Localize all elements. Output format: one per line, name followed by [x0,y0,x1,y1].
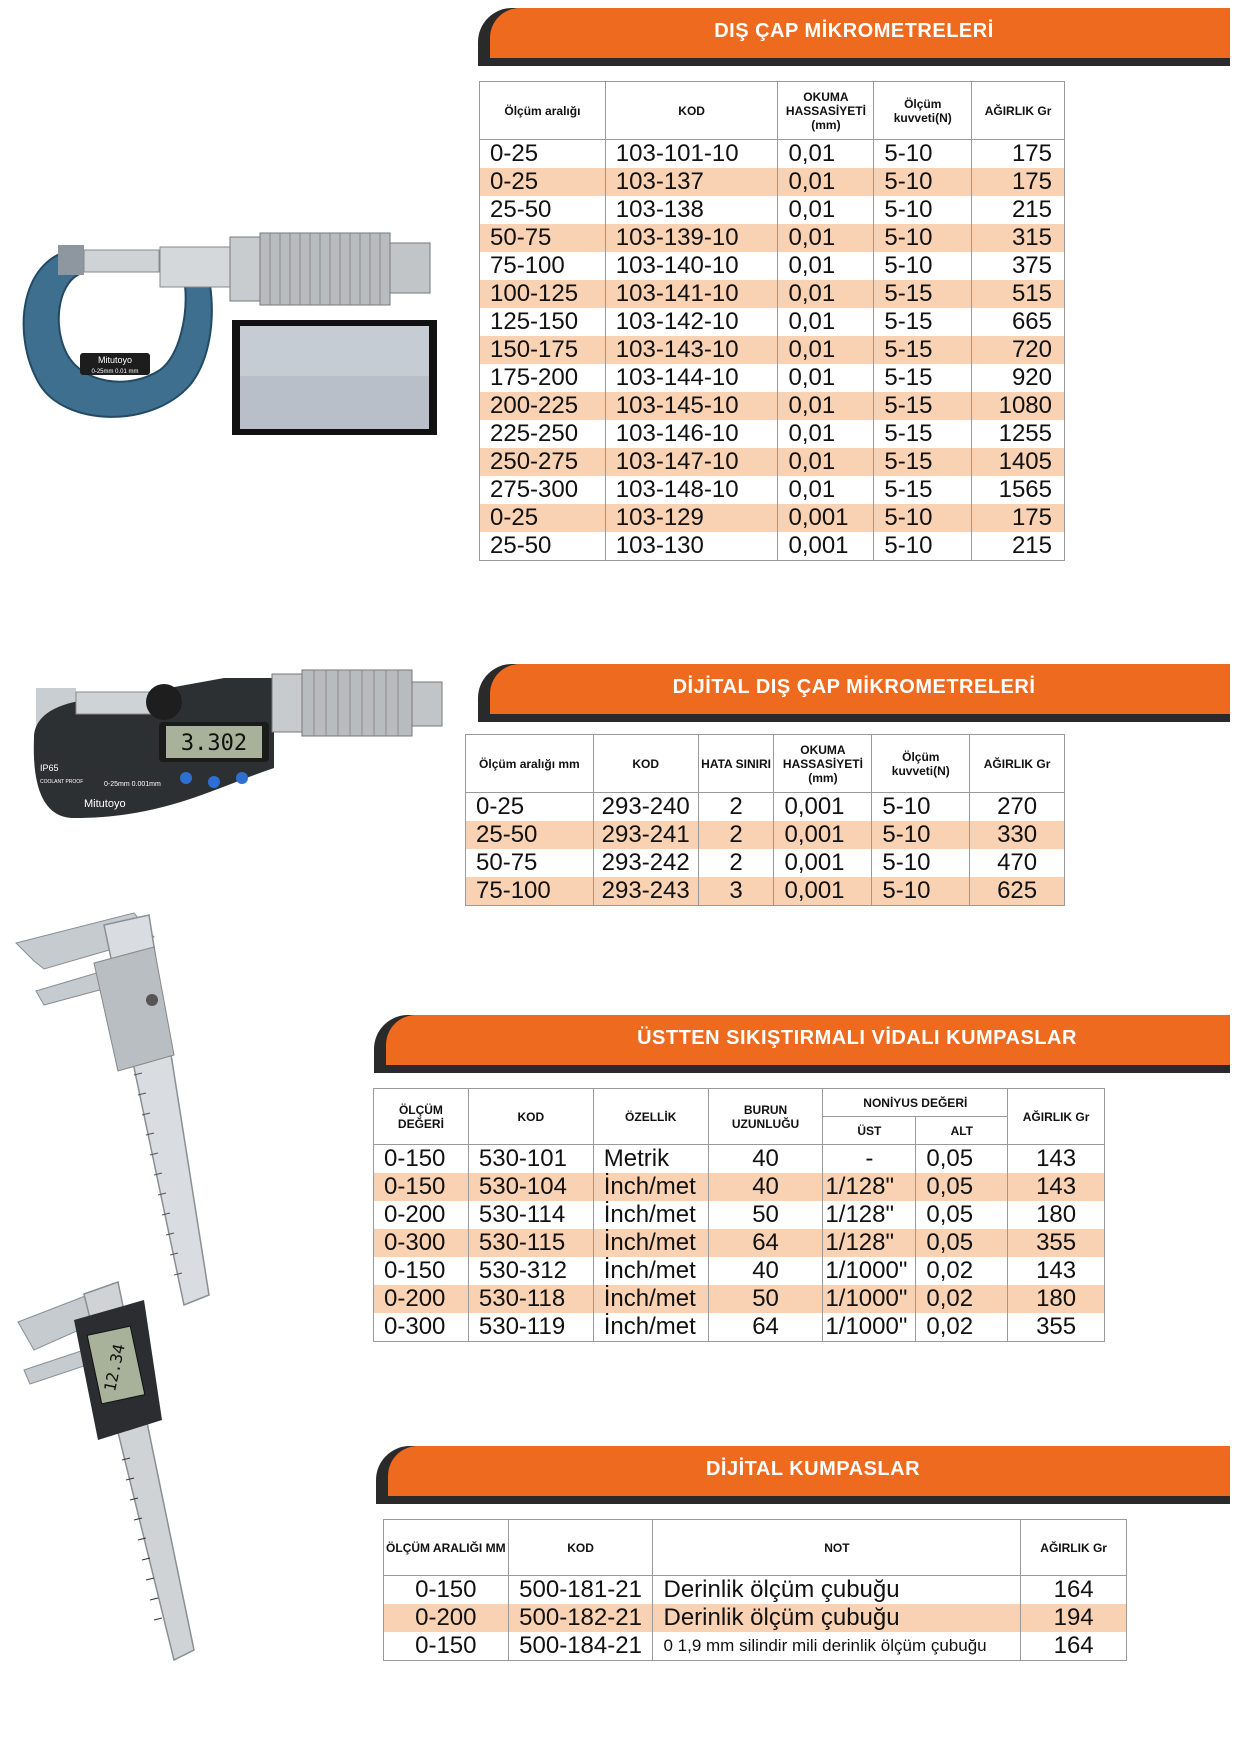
table-row [480,364,1065,392]
table-cell: 0,01 [778,420,874,448]
table-cell: 0,05 [916,1173,1008,1201]
table-cell: 175-200 [480,364,606,392]
table-cell: 3 [698,877,774,906]
table-cell: 0-25 [466,793,594,822]
table-cell: 143 [1008,1257,1105,1285]
table-cell: 25-50 [480,196,606,224]
digital-micrometer-photo [14,668,454,838]
table-cell: 40 [708,1145,823,1174]
table-cell: 64 [708,1229,823,1257]
table-cell: 1/128" [823,1201,916,1229]
micrometer-photo [10,225,445,440]
table-cell: 293-243 [593,877,698,906]
table-cell: 103-140-10 [605,252,778,280]
table-cell: 103-146-10 [605,420,778,448]
table-cell: 2 [698,849,774,877]
table-cell: 103-148-10 [605,476,778,504]
table-cell: 0,01 [778,448,874,476]
table-cell: 2 [698,821,774,849]
table-cell: 515 [972,280,1065,308]
digital-micrometer-table [465,734,1065,906]
table-cell: 50-75 [466,849,594,877]
table-cell: 164 [1021,1576,1127,1605]
table-cell: 50 [708,1285,823,1313]
micrometer-brand: Mitutoyo [97,355,133,365]
table-cell: 5-10 [874,252,972,280]
table-cell: İnch/met [593,1257,708,1285]
header-upper: ÜST [823,1117,916,1145]
table-cell: 0,05 [916,1201,1008,1229]
section-title: DIŞ ÇAP MİKROMETRELERİ [714,20,994,42]
table-row [480,140,1065,169]
table-cell: 75-100 [466,877,594,906]
table-cell: 0-200 [374,1285,469,1313]
table-cell: 5-15 [874,280,972,308]
digital-caliper-photo [14,1280,214,1680]
table-cell: 5-10 [872,877,970,906]
table-row [374,1257,1105,1285]
header-code: KOD [605,82,778,140]
table-cell: 40 [708,1173,823,1201]
caliper-lcd-readout: 12.34 [100,1342,129,1394]
table-cell: 100-125 [480,280,606,308]
table-cell: 1080 [972,392,1065,420]
coolant-label: COOLANT PROOF [40,779,84,785]
header-code: KOD [508,1520,653,1576]
table-cell: 0-150 [374,1257,469,1285]
table-cell: 103-141-10 [605,280,778,308]
header-force: Ölçüm kuvveti(N) [874,82,972,140]
table-row [374,1145,1105,1174]
table-cell: 5-15 [874,364,972,392]
table-cell: 355 [1008,1229,1105,1257]
header-range: Ölçüm aralığı mm [466,735,594,793]
header-error: HATA SINIRI [698,735,774,793]
table-cell: 125-150 [480,308,606,336]
table-cell: 275-300 [480,476,606,504]
table-cell: 1255 [972,420,1065,448]
table-cell: 1565 [972,476,1065,504]
table-cell: 143 [1008,1145,1105,1174]
table-cell: 500-182-21 [508,1604,653,1632]
table-cell: 0,001 [778,504,874,532]
table-row [480,196,1065,224]
table-cell: 470 [970,849,1065,877]
table-cell: 0,01 [778,224,874,252]
header-code: KOD [468,1089,593,1145]
table-cell: 5-15 [874,336,972,364]
table-row [374,1201,1105,1229]
table-cell: İnch/met [593,1173,708,1201]
table-cell: 0,001 [774,877,872,906]
table-cell: 64 [708,1313,823,1342]
table-row [466,849,1065,877]
table-cell: 0-25 [480,504,606,532]
table-cell: 500-184-21 [508,1632,653,1661]
header-weight: AĞIRLIK Gr [972,82,1065,140]
table-row [466,877,1065,906]
section-banner-vernier-calipers [374,1015,1230,1065]
header-vernier: NONİYUS DEĞERİ [823,1089,1008,1117]
table-cell: 0,01 [778,168,874,196]
table-cell: 0,05 [916,1229,1008,1257]
table-cell: 315 [972,224,1065,252]
table-cell: 0,01 [778,392,874,420]
table-cell: 0-25 [480,168,606,196]
table-cell: 293-240 [593,793,698,822]
table-cell: 355 [1008,1313,1105,1342]
table-cell: 103-130 [605,532,778,561]
table-cell: 25-50 [466,821,594,849]
ip-rating: IP65 [40,763,59,773]
table-cell: 5-15 [874,448,972,476]
table-cell: 103-144-10 [605,364,778,392]
header-lower: ALT [916,1117,1008,1145]
table-cell: 103-145-10 [605,392,778,420]
table-cell: 194 [1021,1604,1127,1632]
table-cell: 143 [1008,1173,1105,1201]
table-cell: 5-10 [874,532,972,561]
table-cell: 175 [972,504,1065,532]
table-cell: 0,05 [916,1145,1008,1174]
table-cell: 5-15 [874,420,972,448]
table-cell: 530-114 [468,1201,593,1229]
table-cell: 0 1,9 mm silindir mili derinlik ölçüm çubuğu [653,1632,1021,1661]
table-cell: 0,001 [774,821,872,849]
table-row [384,1576,1127,1605]
table-cell: 0-150 [384,1576,509,1605]
vernier-caliper-photo [14,905,214,1325]
table-cell: İnch/met [593,1313,708,1342]
table-cell: 330 [970,821,1065,849]
table-cell: 5-10 [874,140,972,169]
digital-micrometer-spec: 0-25mm 0.001mm [104,781,161,788]
table-row [374,1285,1105,1313]
table-cell: 50 [708,1201,823,1229]
header-value: ÖLÇÜM DEĞERİ [374,1089,469,1145]
table-cell: İnch/met [593,1285,708,1313]
table-cell: 164 [1021,1632,1127,1661]
table-cell: 0-300 [374,1229,469,1257]
table-cell: 5-10 [874,168,972,196]
table-cell: 270 [970,793,1065,822]
table-cell: 40 [708,1257,823,1285]
table-cell: 5-10 [874,504,972,532]
table-cell: 1405 [972,448,1065,476]
table-row [466,821,1065,849]
table-row [480,224,1065,252]
table-cell: 175 [972,168,1065,196]
digital-micrometer-brand: Mitutoyo [84,798,126,810]
table-cell: 0-150 [374,1145,469,1174]
table-cell: 103-137 [605,168,778,196]
outer-micrometer-table [479,81,1065,561]
table-cell: 500-181-21 [508,1576,653,1605]
table-cell: 0-200 [384,1604,509,1632]
table-cell: 103-147-10 [605,448,778,476]
table-cell: 1/128" [823,1229,916,1257]
table-cell: 5-15 [874,476,972,504]
table-cell: 225-250 [480,420,606,448]
table-row [480,420,1065,448]
table-cell: 0-150 [384,1632,509,1661]
table-cell: 103-138 [605,196,778,224]
table-cell: 25-50 [480,532,606,561]
header-note: NOT [653,1520,1021,1576]
section-banner-outer-micrometers [478,8,1230,58]
table-cell: 0,01 [778,476,874,504]
table-cell: 103-129 [605,504,778,532]
table-cell: - [823,1145,916,1174]
table-cell: 5-10 [872,849,970,877]
header-feature: ÖZELLİK [593,1089,708,1145]
table-cell: 175 [972,140,1065,169]
table-cell: 103-101-10 [605,140,778,169]
table-cell: 293-241 [593,821,698,849]
table-cell: 103-142-10 [605,308,778,336]
table-cell: 0,01 [778,252,874,280]
digital-caliper-table [383,1519,1127,1661]
table-cell: 0,01 [778,336,874,364]
table-cell: 5-15 [874,392,972,420]
table-row [480,280,1065,308]
table-cell: 180 [1008,1285,1105,1313]
table-cell: 5-10 [872,793,970,822]
table-cell: 1/128" [823,1173,916,1201]
table-row [480,476,1065,504]
table-cell: 5-10 [872,821,970,849]
table-cell: 75-100 [480,252,606,280]
table-row [480,504,1065,532]
table-row [374,1173,1105,1201]
table-cell: 180 [1008,1201,1105,1229]
table-cell: 530-101 [468,1145,593,1174]
table-cell: 5-10 [874,224,972,252]
lcd-readout: 3.302 [180,731,248,756]
section-banner-digital-calipers [376,1446,1230,1496]
vernier-caliper-table [373,1088,1105,1342]
section-title: DİJİTAL DIŞ ÇAP MİKROMETRELERİ [672,676,1036,698]
table-cell: 215 [972,532,1065,561]
section-title: ÜSTTEN SIKIŞTIRMALI VİDALI KUMPASLAR [637,1027,1077,1049]
table-cell: 665 [972,308,1065,336]
table-cell: 5-10 [874,196,972,224]
table-cell: 0-200 [374,1201,469,1229]
header-precision: OKUMA HASSASİYETİ (mm) [774,735,872,793]
table-cell: 0,01 [778,364,874,392]
table-cell: 2 [698,793,774,822]
table-cell: 530-104 [468,1173,593,1201]
table-cell: 1/1000" [823,1313,916,1342]
table-cell: 103-139-10 [605,224,778,252]
table-cell: 375 [972,252,1065,280]
table-cell: 293-242 [593,849,698,877]
table-row [480,336,1065,364]
table-row [480,448,1065,476]
header-range: Ölçüm aralığı [480,82,606,140]
table-row [384,1632,1127,1661]
header-weight: AĞIRLIK Gr [970,735,1065,793]
table-cell: 0,01 [778,140,874,169]
table-row [374,1313,1105,1342]
table-cell: 215 [972,196,1065,224]
table-cell: 5-15 [874,308,972,336]
table-cell: 0,01 [778,196,874,224]
table-cell: 530-119 [468,1313,593,1342]
table-cell: 0-150 [374,1173,469,1201]
header-weight: AĞIRLIK Gr [1021,1520,1127,1576]
table-cell: 0,02 [916,1313,1008,1342]
table-cell: 720 [972,336,1065,364]
table-cell: 50-75 [480,224,606,252]
table-cell: 530-312 [468,1257,593,1285]
table-cell: Metrik [593,1145,708,1174]
table-row [374,1229,1105,1257]
table-row [466,793,1065,822]
micrometer-spec: 0-25mm 0.01 mm [91,369,139,375]
table-cell: 530-118 [468,1285,593,1313]
header-force: Ölçüm kuvveti(N) [872,735,970,793]
table-cell: 0,01 [778,280,874,308]
table-row [480,532,1065,561]
table-cell: 103-143-10 [605,336,778,364]
header-range: ÖLÇÜM ARALIĞI MM [384,1520,509,1576]
table-row [480,252,1065,280]
table-cell: Derinlik ölçüm çubuğu [653,1576,1021,1605]
table-cell: 920 [972,364,1065,392]
header-precision: OKUMA HASSASİYETİ (mm) [778,82,874,140]
table-cell: 150-175 [480,336,606,364]
table-cell: 0-25 [480,140,606,169]
table-cell: 0,001 [774,849,872,877]
table-cell: 1/1000" [823,1257,916,1285]
table-cell: 250-275 [480,448,606,476]
header-weight: AĞIRLIK Gr [1008,1089,1105,1145]
table-cell: 0,01 [778,308,874,336]
table-cell: 0-300 [374,1313,469,1342]
section-banner-digital-micrometers [478,664,1230,714]
table-cell: 0,001 [778,532,874,561]
table-row [480,168,1065,196]
table-cell: İnch/met [593,1201,708,1229]
table-row [384,1604,1127,1632]
header-code: KOD [593,735,698,793]
section-title: DİJİTAL KUMPASLAR [705,1458,921,1480]
header-jaw-length: BURUN UZUNLUĞU [708,1089,823,1145]
table-row [480,308,1065,336]
table-cell: 1/1000" [823,1285,916,1313]
table-cell: 200-225 [480,392,606,420]
table-cell: 0,02 [916,1257,1008,1285]
table-row [480,392,1065,420]
table-cell: 530-115 [468,1229,593,1257]
table-cell: İnch/met [593,1229,708,1257]
table-cell: 0,001 [774,793,872,822]
table-cell: Derinlik ölçüm çubuğu [653,1604,1021,1632]
table-cell: 625 [970,877,1065,906]
table-cell: 0,02 [916,1285,1008,1313]
